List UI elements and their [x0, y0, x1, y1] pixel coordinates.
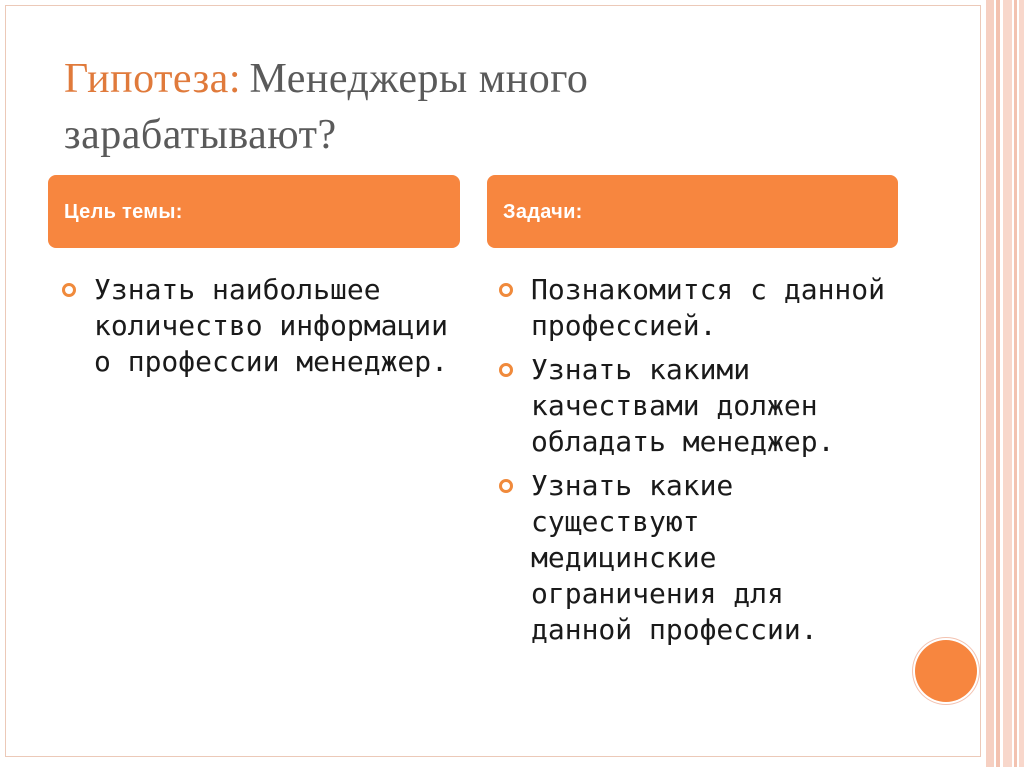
decorative-stripe: [996, 0, 1000, 767]
goal-item: [60, 272, 460, 380]
task-item: [497, 468, 897, 648]
task-item: [497, 352, 897, 460]
decorative-stripe: [1019, 0, 1024, 767]
goal-list: [60, 272, 460, 388]
goal-item-text: Узнать наибольшее количество информации о профессии менеджер.: [94, 273, 449, 378]
task-item-text: Узнать какими качествами должен обладать менеджер.: [531, 353, 835, 458]
circle-bullet-icon: [499, 283, 513, 297]
tasks-list: [497, 272, 897, 656]
title-lead: Гипотеза:: [64, 56, 241, 102]
tasks-header: Задачи:: [487, 175, 898, 248]
circle-bullet-icon: [499, 363, 513, 377]
decorative-stripe: [1003, 0, 1012, 767]
orange-circle-icon: [915, 640, 977, 702]
circle-bullet-icon: [62, 283, 76, 297]
circle-bullet-icon: [499, 479, 513, 493]
task-item-text: Познакомится с данной профессией.: [531, 273, 886, 342]
task-item: [497, 272, 897, 344]
slide-title: [64, 52, 824, 164]
decorative-stripe: [1014, 0, 1017, 767]
task-item-text: Узнать какие существуют медицинские ограничения для данной профессии.: [531, 469, 818, 646]
decorative-stripe: [986, 0, 994, 767]
title-rest: Менеджеры много зарабатывают?: [64, 56, 589, 158]
goal-header: Цель темы:: [48, 175, 460, 248]
